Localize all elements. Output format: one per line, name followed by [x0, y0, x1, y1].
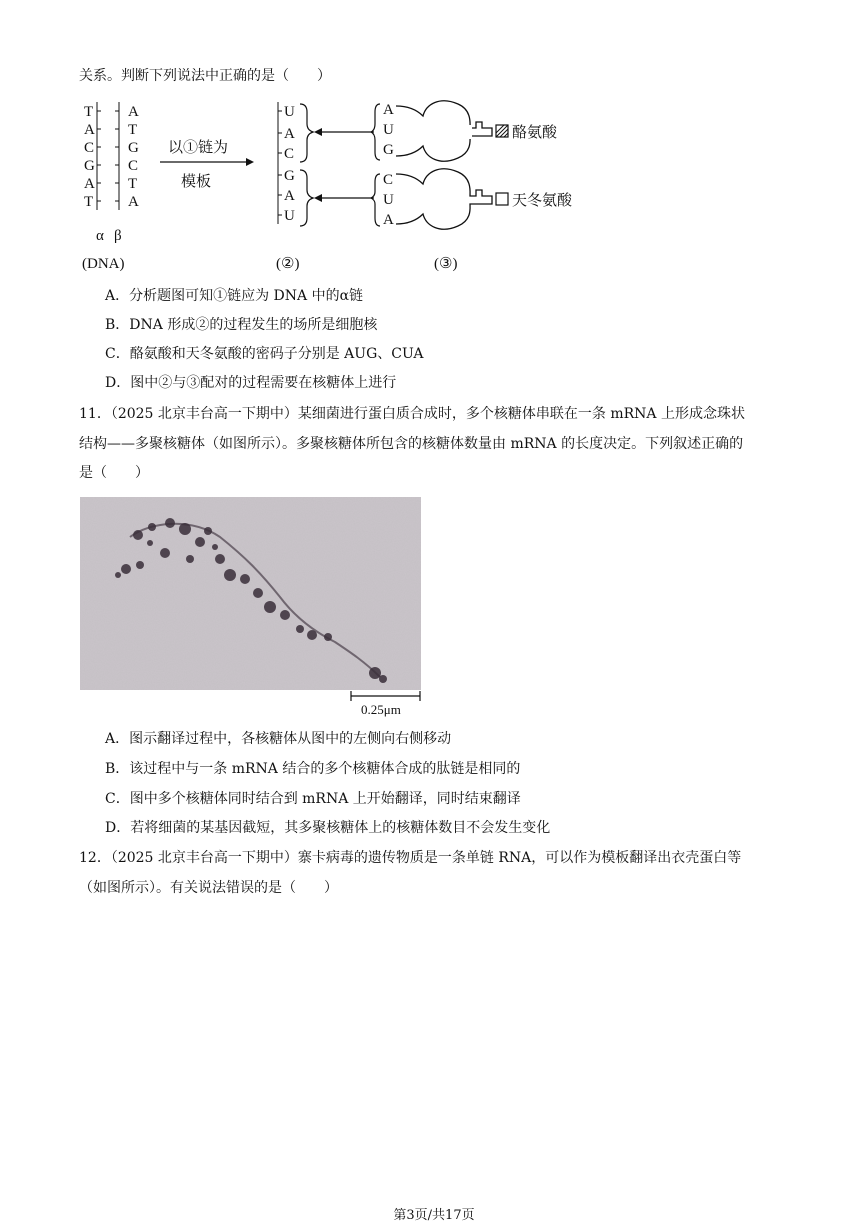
q12-stem-line2: （如图所示）。有关说法错误的是（ ）: [79, 880, 338, 896]
dna-alpha-base: G: [84, 158, 95, 174]
page-footer: 第3页/共17页: [393, 1208, 475, 1223]
caption-trna: (③): [434, 256, 458, 272]
polyribosome-micrograph: [80, 497, 421, 690]
arrow-label-2: 模板: [181, 174, 212, 190]
mrna-base: C: [284, 146, 295, 162]
mrna-base: G: [284, 168, 295, 184]
caption-mrna: (②): [276, 256, 300, 272]
caption-dna: (DNA): [82, 256, 125, 272]
mrna-base: A: [284, 126, 295, 142]
q10-option-b[interactable]: B．DNA 形成②的过程发生的场所是细胞核: [105, 317, 378, 333]
q10-option-d[interactable]: D．图中②与③配对的过程需要在核糖体上进行: [105, 375, 397, 391]
dna-beta-base: C: [128, 158, 139, 174]
q10-option-a[interactable]: A．分析题图可知①链应为 DNA 中的α链: [105, 288, 364, 304]
dna-beta-base: A: [128, 194, 139, 210]
dna-beta-base: G: [128, 140, 139, 156]
dna-beta-base: A: [128, 104, 139, 120]
dna-alpha-base: C: [84, 140, 95, 156]
trna1-anticodon-base: U: [383, 122, 394, 138]
q12-stem-line1: 12．（2025 北京丰台高一下期中）寨卡病毒的遗传物质是一条单链 RNA，可以作为模板翻译出衣壳蛋白等: [79, 850, 742, 866]
q11-option-c[interactable]: C．图中多个核糖体同时结合到 mRNA 上开始翻译，同时结束翻译: [105, 791, 521, 807]
q10-translation-figure: [78, 98, 578, 278]
scale-bar: [348, 690, 424, 702]
q11-option-b[interactable]: B．该过程中与一条 mRNA 结合的多个核糖体合成的肽链是相同的: [105, 761, 521, 777]
q11-option-a[interactable]: A．图示翻译过程中，各核糖体从图中的左侧向右侧移动: [105, 731, 452, 747]
empty-square-icon: [496, 193, 508, 205]
amino-acid-2: 天冬氨酸: [512, 193, 573, 209]
trna2-anticodon-base: C: [383, 172, 394, 188]
trna1-anticodon-base: A: [383, 102, 394, 118]
trna1-anticodon-base: G: [383, 142, 394, 158]
dna-alpha-base: A: [84, 176, 95, 192]
q10-stem-tail: 关系。判断下列说法中正确的是（ ）: [79, 68, 331, 84]
arrow-label-1: 以①链为: [168, 140, 229, 156]
q11-stem-line3: 是（ ）: [79, 465, 149, 481]
scale-bar-label: 0.25μm: [361, 702, 401, 717]
mrna-base: A: [284, 188, 295, 204]
q11-stem-line2: 结构——多聚核糖体（如图所示）。多聚核糖体所包含的核糖体数量由 mRNA 的长度决定。下列叙述正确的: [79, 436, 744, 452]
dna-alpha-base: T: [84, 194, 94, 210]
hatched-square-icon: [496, 125, 508, 137]
strand-label-alpha: α: [96, 228, 104, 244]
dna-alpha-base: T: [84, 104, 94, 120]
q11-stem-line1: 11．（2025 北京丰台高一下期中）某细菌进行蛋白质合成时，多个核糖体串联在一条 mRNA 上形成念珠状: [79, 406, 745, 422]
dna-alpha-base: A: [84, 122, 95, 138]
q10-option-c[interactable]: C．酪氨酸和天冬氨酸的密码子分别是 AUG、CUA: [105, 346, 424, 362]
trna2-anticodon-base: A: [383, 212, 394, 228]
dna-beta-base: T: [128, 176, 138, 192]
mrna-base: U: [284, 104, 295, 120]
dna-beta-base: T: [128, 122, 138, 138]
mrna-base: U: [284, 208, 295, 224]
amino-acid-1: 酪氨酸: [512, 125, 558, 141]
q11-option-d[interactable]: D．若将细菌的某基因截短，其多聚核糖体上的核糖体数目不会发生变化: [105, 820, 551, 836]
strand-label-beta: β: [114, 228, 122, 244]
trna2-anticodon-base: U: [383, 192, 394, 208]
